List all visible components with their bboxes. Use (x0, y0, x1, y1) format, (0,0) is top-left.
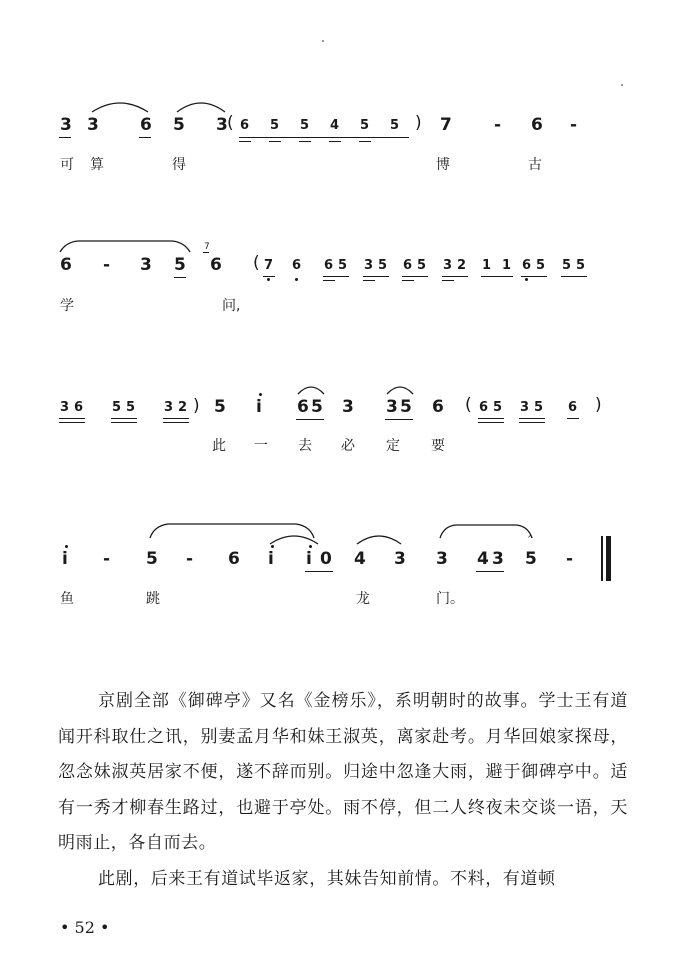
note: i (62, 549, 68, 569)
lyric: 要 (431, 438, 445, 454)
note: 3 (364, 258, 374, 273)
note: 5 (270, 118, 280, 133)
note: 5 (360, 118, 370, 133)
note: 6 (522, 258, 532, 273)
note: 6 (228, 549, 240, 569)
note: 5 (525, 549, 537, 569)
lyric: 门。 (436, 591, 464, 607)
note: 5 (146, 549, 158, 569)
note: 1 (482, 258, 492, 273)
note: 5 (112, 400, 122, 415)
note: 3 (492, 549, 504, 569)
dash: - (570, 115, 578, 135)
slur (268, 532, 320, 546)
note: 3 (436, 549, 448, 569)
dash: - (494, 115, 502, 135)
slur (355, 532, 403, 546)
note: 4 (354, 549, 366, 569)
scan-speck (322, 40, 324, 42)
note: 3 (386, 397, 398, 417)
note: 5 (534, 400, 544, 415)
lyric: 去 (298, 438, 312, 454)
note: 6 (140, 115, 152, 135)
dash: - (186, 549, 194, 569)
lyric: 一 (254, 438, 268, 454)
lyric: 博 (436, 157, 450, 173)
note: 3 (216, 115, 228, 135)
note: 5 (174, 255, 186, 275)
final-barline-thin (601, 536, 603, 581)
note: 1 (502, 258, 512, 273)
note: 6 (292, 258, 302, 273)
close-paren: ) (193, 396, 200, 416)
note: i (306, 549, 312, 569)
note: 6 (297, 397, 309, 417)
slur (438, 522, 534, 540)
note: 6 (210, 255, 222, 275)
note: 6 (531, 115, 543, 135)
lyric: 鱼 (60, 591, 74, 607)
note: 5 (493, 400, 503, 415)
grace-note: 7 (204, 242, 210, 252)
note: 6 (403, 258, 413, 273)
open-paren: ( (227, 113, 234, 133)
underline (305, 571, 333, 572)
lyric: 学 (60, 298, 74, 314)
fermata-mark: ^ (527, 534, 534, 543)
note: 5 (126, 400, 136, 415)
note: 2 (178, 400, 188, 415)
note: 5 (400, 397, 412, 417)
page-number: • 52 • (60, 918, 110, 937)
lyric: 跳 (146, 591, 160, 607)
body-paragraph: 京剧全部《御碑亭》又名《金榜乐》，系明朝时的故事。学士王有道闻开科取仕之讯，别妻孟月华和妹王淑英，离家赴考。月华回娘家探母，忽念妹淑英居家不便，遂不辞而别。归途中忽逢大雨，避于御碑亭中。适有一秀才柳春生路过，也避于亭处。雨不停，但二人终夜未交谈一语，天明雨止，各自而去。 (58, 691, 628, 853)
note: 6 (479, 400, 489, 415)
note: 0 (320, 549, 332, 569)
note: 5 (378, 258, 388, 273)
note: 7 (264, 258, 274, 273)
scan-speck (621, 84, 623, 86)
note: 3 (140, 255, 152, 275)
lyric: 算 (90, 157, 104, 173)
note: 6 (568, 400, 578, 415)
note: 3 (60, 115, 72, 135)
note: 5 (576, 258, 586, 273)
lyric: 问, (222, 298, 241, 314)
note: 6 (432, 397, 444, 417)
high-octave-dot (65, 545, 68, 548)
note: 6 (324, 258, 334, 273)
lyric: 龙 (356, 591, 370, 607)
note: 3 (60, 400, 70, 415)
note: 5 (390, 118, 400, 133)
note: 4 (330, 118, 340, 133)
underline (476, 571, 504, 572)
lyric: 此 (212, 438, 226, 454)
lyric: 古 (528, 157, 542, 173)
note: 3 (87, 115, 99, 135)
note: 7 (440, 115, 452, 135)
dash: - (103, 255, 111, 275)
note: 5 (214, 397, 226, 417)
open-paren: ( (253, 253, 260, 273)
note: 3 (342, 397, 354, 417)
note: 5 (311, 397, 323, 417)
open-paren: ( (465, 395, 472, 415)
note: 5 (338, 258, 348, 273)
lyric: 必 (341, 438, 355, 454)
note: 3 (164, 400, 174, 415)
note: 5 (562, 258, 572, 273)
note: 5 (300, 118, 310, 133)
note: 6 (74, 400, 84, 415)
lyric: 定 (386, 438, 400, 454)
body-paragraph: 此剧，后来王有道试毕返家，其妹告知前情。不料，有道顿 (98, 869, 556, 889)
close-paren: ) (415, 113, 422, 133)
note: 5 (173, 115, 185, 135)
dash: - (103, 549, 111, 569)
close-paren: ) (595, 395, 602, 415)
lyric: 可 (60, 157, 74, 173)
note: 3 (394, 549, 406, 569)
note: 6 (60, 255, 72, 275)
note: 2 (457, 258, 467, 273)
note: 5 (536, 258, 546, 273)
note: 3 (443, 258, 453, 273)
note: i (268, 549, 274, 569)
note: i (256, 397, 262, 417)
note: 5 (417, 258, 427, 273)
note: 4 (477, 549, 489, 569)
dash: - (566, 549, 574, 569)
note: 6 (240, 118, 250, 133)
final-barline-thick (606, 536, 611, 581)
note: 3 (520, 400, 530, 415)
lyric: 得 (172, 157, 186, 173)
